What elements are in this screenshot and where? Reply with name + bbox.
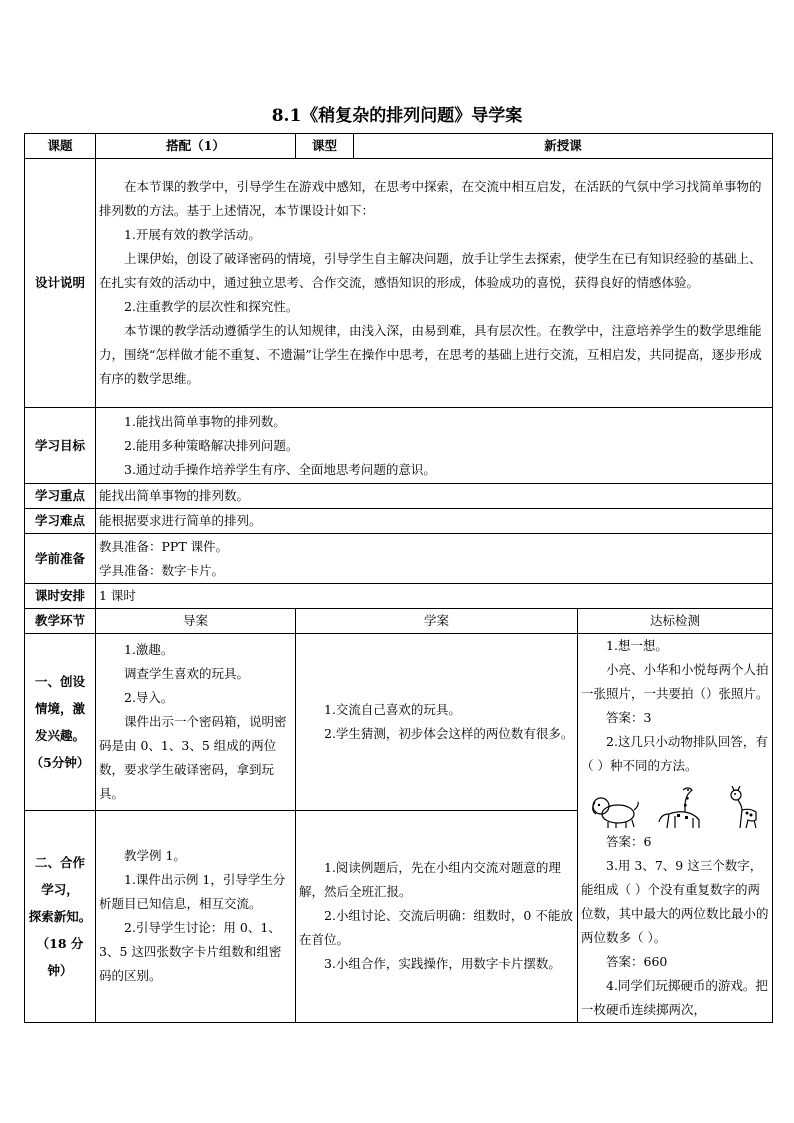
hours-value: 1 课时 bbox=[96, 584, 773, 609]
check-content bbox=[578, 634, 773, 1023]
design-paragraph: 在本节课的教学中，引导学生在游戏中感知，在思考中探索，在交流中相互启发，在活跃的气氛中学习找简单事物的排列数的方法。基于上述情况，本节课设计如下： bbox=[99, 179, 762, 218]
design-paragraph: 上课伊始，创设了破译密码的情境，引导学生自主解决问题，放手让学生去探索，使学生在已有知识经验的基础上、在扎实有效的活动中，通过独立思考、合作交流，感悟知识的形成，体验成功的喜悦，获得良好的情感体验。 bbox=[99, 251, 762, 290]
goal-item: 1.能找出简单事物的排列数。 bbox=[124, 413, 286, 429]
stage1-guide bbox=[96, 634, 296, 811]
goal-item: 3.通过动手操作培养学生有序、全面地思考问题的意识。 bbox=[124, 461, 436, 477]
prep-label: 学前准备 bbox=[25, 534, 96, 584]
design-paragraph: 本节课的教学活动遵循学生的认知规律，由浅入深，由易到难，具有层次性。在教学中，注意培养学生的数学思维能力，围绕“怎样做才能不重复、不遗漏”让学生在操作中思考，在思考的基础上进行交流，互相启发，共同提高，逐步形成有序的数学思维。 bbox=[99, 323, 762, 386]
stage1-guide-line: 调查学生喜欢的玩具。 bbox=[124, 665, 250, 681]
stage1-study bbox=[296, 634, 578, 811]
dog-icon bbox=[588, 792, 640, 830]
stage1-label bbox=[25, 634, 96, 811]
design-content bbox=[96, 159, 773, 408]
check-line: 1.想一想。 bbox=[606, 638, 668, 653]
stage2-label-line: 二、合作 bbox=[34, 854, 85, 870]
lesson-plan-table bbox=[24, 133, 773, 1023]
check-line: 4.同学们玩掷硬币的游戏。把一枚硬币连续掷两次， bbox=[581, 978, 768, 1017]
stage1-study-line: 1.交流自己喜欢的玩具。 bbox=[324, 701, 461, 717]
difficulty-label: 学习难点 bbox=[25, 509, 96, 534]
prep-content bbox=[96, 534, 773, 584]
page-title: 8.1《稍复杂的排列问题》导学案 bbox=[271, 106, 523, 126]
stage1-label-line: （5分钟） bbox=[30, 754, 90, 770]
focus-label: 学习重点 bbox=[25, 484, 96, 509]
check-line: 3.用 3、7、9 这三个数字，能组成（ ）个没有重复数字的两位数，其中最大的两位数比最小的两位数多（ ）。 bbox=[581, 858, 769, 945]
stage2-label-line: （18 分 bbox=[36, 935, 84, 951]
goals-label: 学习目标 bbox=[25, 408, 96, 484]
design-paragraph: 1.开展有效的教学活动。 bbox=[124, 227, 261, 242]
keti-value: 搭配（1） bbox=[96, 134, 296, 159]
giraffe-icon bbox=[655, 784, 705, 830]
goal-item: 2.能用多种策略解决排列问题。 bbox=[124, 437, 299, 453]
col-guide-header: 导案 bbox=[96, 609, 296, 634]
kexing-value: 新授课 bbox=[354, 134, 773, 159]
prep-item: 教具准备：PPT 课件。 bbox=[99, 538, 229, 554]
stage2-guide-line: 1.课件出示例 1，引导学生分析题目已知信息，相互交流。 bbox=[99, 872, 286, 912]
design-label: 设计说明 bbox=[25, 159, 96, 408]
stage2-label-line: 学习， bbox=[41, 881, 79, 897]
deer-icon bbox=[720, 786, 762, 830]
stage2-guide bbox=[96, 810, 296, 1022]
stage2-label-line: 钟） bbox=[47, 962, 73, 978]
check-line: 答案：660 bbox=[606, 954, 668, 969]
stage2-study-line: 1.阅读例题后，先在小组内交流对题意的理解，然后全班汇报。 bbox=[299, 860, 561, 900]
stage2-study bbox=[296, 810, 578, 1022]
stage2-label bbox=[25, 810, 96, 1022]
difficulty-value: 能根据要求进行简单的排列。 bbox=[96, 509, 773, 534]
col-stage-header: 教学环节 bbox=[25, 609, 96, 634]
check-line: 2.这几只小动物排队回答，有（ ）种不同的方法。 bbox=[581, 734, 768, 773]
check-line: 小亮、小华和小悦每两个人拍一张照片，一共要拍（）张照片。 bbox=[581, 662, 769, 701]
stage1-study-line: 2.学生猜测，初步体会这样的两位数有很多。 bbox=[324, 725, 574, 741]
col-study-header: 学案 bbox=[296, 609, 578, 634]
check-line: 答案：6 bbox=[606, 834, 652, 849]
keti-label: 课题 bbox=[25, 134, 96, 159]
goals-content bbox=[96, 408, 773, 484]
design-paragraph: 2.注重教学的层次性和探究性。 bbox=[124, 299, 299, 314]
stage2-study-line: 3.小组合作，实践操作，用数字卡片摆数。 bbox=[324, 956, 561, 972]
stage1-label-line: 情境，激 bbox=[34, 700, 85, 716]
kexing-label: 课型 bbox=[296, 134, 354, 159]
stage2-study-line: 2.小组讨论、交流后明确：组数时，0 不能放在首位。 bbox=[299, 908, 573, 948]
animals-illustration bbox=[581, 784, 769, 830]
stage1-guide-line: 2.导入。 bbox=[124, 689, 174, 705]
stage2-guide-line: 2.引导学生讨论：用 0、1、3、5 这四张数字卡片组数和组密码的区别。 bbox=[99, 920, 282, 984]
col-check-header: 达标检测 bbox=[578, 609, 773, 634]
stage2-guide-line: 教学例 1。 bbox=[124, 848, 186, 864]
check-line: 答案：3 bbox=[606, 710, 652, 725]
focus-value: 能找出简单事物的排列数。 bbox=[96, 484, 773, 509]
hours-label: 课时安排 bbox=[25, 584, 96, 609]
stage2-label-line: 探索新知。 bbox=[28, 908, 92, 924]
stage1-label-line: 发兴趣。 bbox=[34, 727, 85, 743]
stage1-guide-line: 1.激趣。 bbox=[124, 641, 174, 657]
prep-item: 学具准备：数字卡片。 bbox=[99, 562, 225, 578]
stage1-label-line: 一、创设 bbox=[34, 673, 85, 689]
stage1-guide-line: 课件出示一个密码箱，说明密码是由 0、1、3、5 组成的两位数，要求学生破译密码，拿到玩具。 bbox=[99, 713, 287, 801]
